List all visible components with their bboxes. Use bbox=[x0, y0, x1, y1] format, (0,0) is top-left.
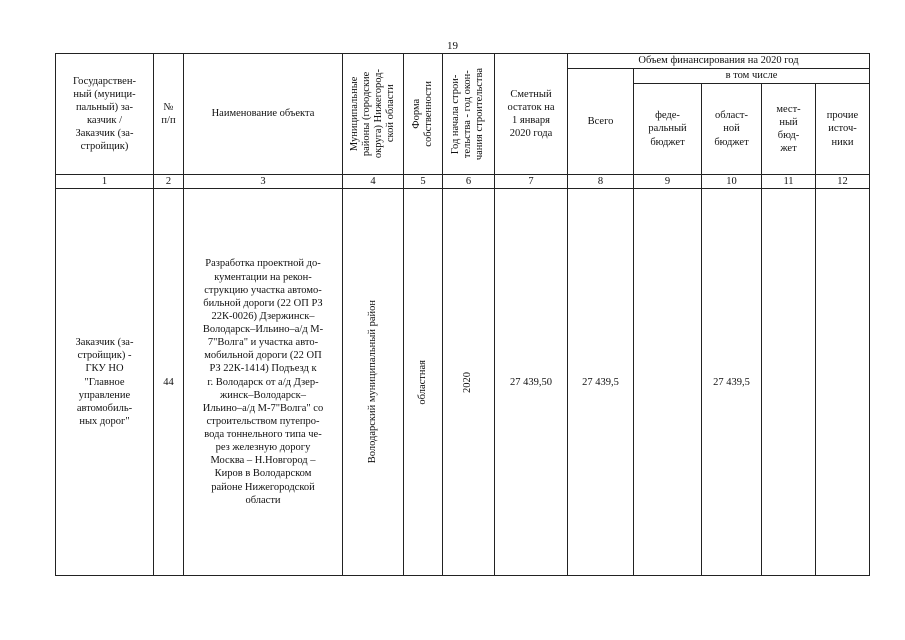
header-including: в том числе bbox=[634, 69, 870, 84]
column-number: 3 bbox=[184, 175, 343, 189]
header-funding-total: Объем финансирования на 2020 год bbox=[568, 54, 870, 69]
cell-district: Володарский муниципальный район bbox=[343, 189, 404, 576]
column-number: 4 bbox=[343, 175, 404, 189]
cell-object-name: Разработка проектной до- кументации на рекон- струкцию участка автомо- бильной дороги (22 ОП РЗ 22К-0026) Дзержинск– Володарск–Ильино–а/д М- 7"Волга" и участка авто- мобильной дороги (22 ОП РЗ 22К-1414) Подъезд к г. Володарск от а/д Дзер- жинск–Володарск– Ильино–а/д М-7"Волга" со строительством путепро- вода тоннельного типа че- рез железную дорогу Москва – Н.Новгород – Киров в Володарском районе Нижегородской области bbox=[184, 189, 343, 576]
cell-year: 2020 bbox=[443, 189, 495, 576]
header-object-name: Наименование объекта bbox=[184, 54, 343, 175]
cell-local bbox=[762, 189, 816, 576]
table-row bbox=[56, 189, 870, 576]
header-years: Год начала строи- тельства - год окон- чания строительства bbox=[443, 54, 495, 175]
column-number: 1 bbox=[56, 175, 154, 189]
column-number: 10 bbox=[702, 175, 762, 189]
cell-ownership: областная bbox=[404, 189, 443, 576]
column-number: 5 bbox=[404, 175, 443, 189]
column-numbers-row bbox=[56, 175, 870, 189]
cell-num: 44 bbox=[154, 189, 184, 576]
header-total: Всего bbox=[568, 69, 634, 175]
cell-total: 27 439,5 bbox=[568, 189, 634, 576]
cell-other bbox=[816, 189, 870, 576]
column-number: 11 bbox=[762, 175, 816, 189]
header-regional: област- ной бюджет bbox=[702, 84, 762, 175]
header-local: мест- ный бюд- жет bbox=[762, 84, 816, 175]
cell-federal bbox=[634, 189, 702, 576]
column-number: 9 bbox=[634, 175, 702, 189]
header-ownership: Форма собственности bbox=[404, 54, 443, 175]
cell-regional: 27 439,5 bbox=[702, 189, 762, 576]
cell-estimate-balance: 27 439,50 bbox=[495, 189, 568, 576]
header-num: № п/п bbox=[154, 54, 184, 175]
header-row-1 bbox=[56, 54, 870, 69]
header-federal: феде- ральный бюджет bbox=[634, 84, 702, 175]
header-other: прочие источ- ники bbox=[816, 84, 870, 175]
cell-customer: Заказчик (за- стройщик) - ГКУ НО "Главное управление автомобиль- ных дорог" bbox=[56, 189, 154, 576]
financing-table bbox=[55, 53, 870, 576]
header-customer: Государствен- ный (муници- пальный) за- казчик / Заказчик (за- стройщик) bbox=[56, 54, 154, 175]
column-number: 2 bbox=[154, 175, 184, 189]
column-number: 7 bbox=[495, 175, 568, 189]
column-number: 8 bbox=[568, 175, 634, 189]
column-number: 12 bbox=[816, 175, 870, 189]
header-districts: Муниципальные районы (городские округа) Нижегород- ской области bbox=[343, 54, 404, 175]
page-number: 19 bbox=[447, 40, 458, 52]
column-number: 6 bbox=[443, 175, 495, 189]
header-estimate-balance: Сметный остаток на 1 января 2020 года bbox=[495, 54, 568, 175]
